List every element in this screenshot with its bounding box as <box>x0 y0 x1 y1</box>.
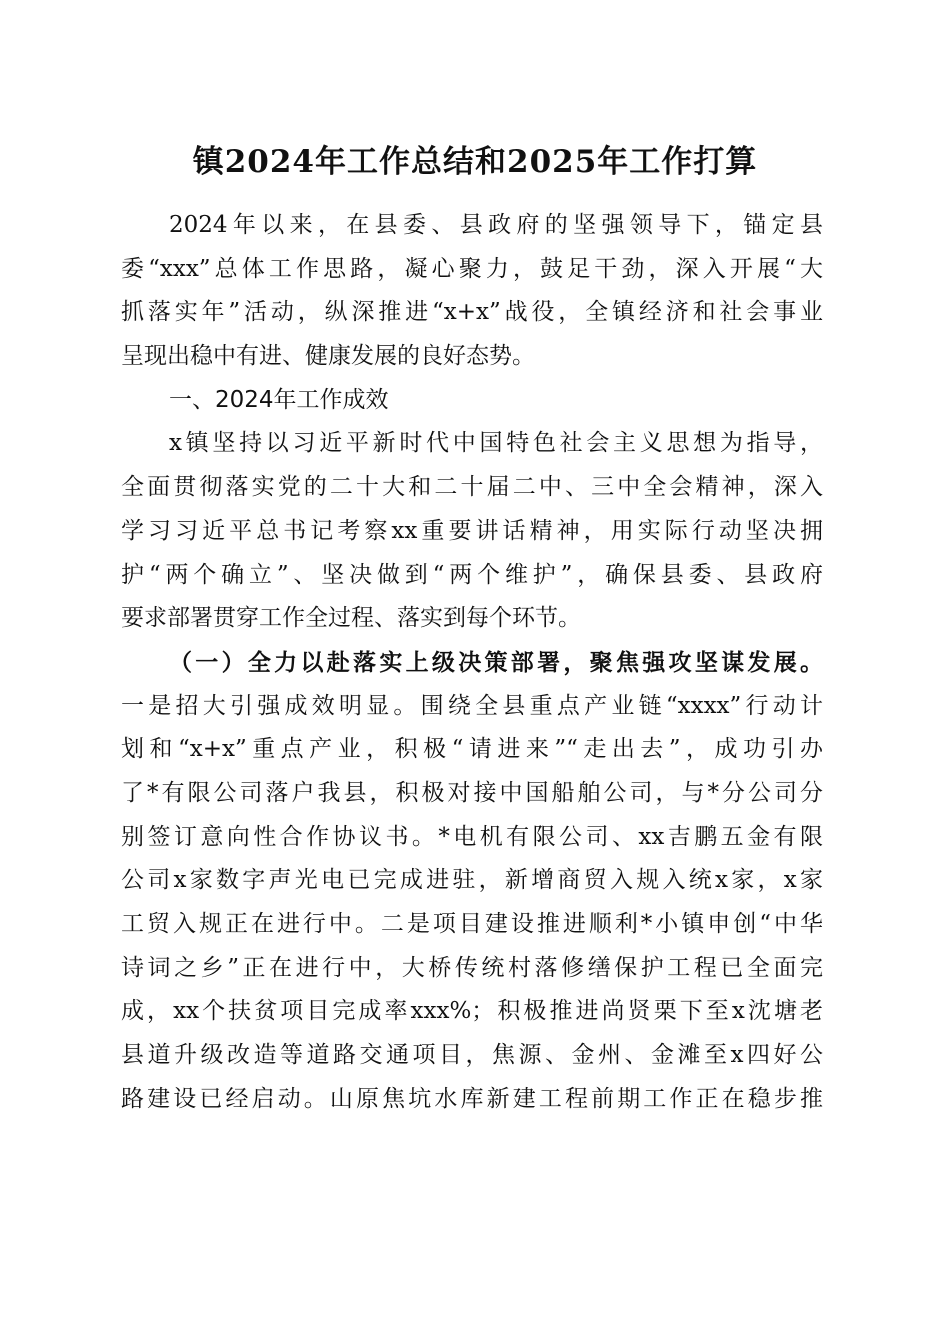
paragraph-line: 工贸入规正在进行中。二是项目建设推进顺利*小镇申创“中华 <box>121 911 823 937</box>
paragraph-line: 县道升级改造等道路交通项目，焦源、金州、金滩至x四好公 <box>121 1042 823 1069</box>
document-title: 镇2024年工作总结和2025年工作打算 <box>192 144 758 180</box>
paragraph-line: 公司x家数字声光电已完成进驻，新增商贸入规入统x家，x家 <box>121 867 823 894</box>
paragraph-line: 全面贯彻落实党的二十大和二十届二中、三中全会精神，深入 <box>121 474 823 501</box>
paragraph-line: x镇坚持以习近平新时代中国特色社会主义思想为指导， <box>169 430 823 457</box>
paragraph-line: 路建设已经启动。山原焦坑水库新建工程前期工作正在稳步推 <box>121 1085 823 1112</box>
paragraph-line: 了*有限公司落户我县，积极对接中国船舶公司，与*分公司分 <box>121 779 823 806</box>
section-heading: 一、2024年工作成效 <box>169 386 389 413</box>
intro-line: 抓落实年”活动，纵深推进“x+x”战役，全镇经济和社会事业 <box>121 299 823 326</box>
paragraph-line: 一是招大引强成效明显。围绕全县重点产业链“xxxx”行动计 <box>121 692 823 719</box>
intro-line: 委“xxx”总体工作思路，凝心聚力，鼓足干劲，深入开展“大 <box>121 255 823 282</box>
intro-line: 2024年以来，在县委、县政府的坚强领导下，锚定县 <box>169 212 823 238</box>
paragraph-line: 划和“x+x”重点产业，积极“请进来”“走出去”，成功引办 <box>121 736 823 763</box>
paragraph-line: 护“两个确立”、坚决做到“两个维护”，确保县委、县政府 <box>121 561 823 588</box>
paragraph-line: 学习习近平总书记考察xx重要讲话精神，用实际行动坚决拥 <box>121 517 823 544</box>
paragraph-line: 别签订意向性合作协议书。*电机有限公司、xx吉鹏五金有限 <box>121 823 823 850</box>
paragraph-line: 诗词之乡”正在进行中，大桥传统村落修缮保护工程已全面完 <box>121 954 823 981</box>
paragraph-line: 要求部署贯穿工作全过程、落实到每个环节。 <box>121 605 581 632</box>
intro-line: 呈现出稳中有进、健康发展的良好态势。 <box>121 343 535 370</box>
paragraph-line: 成，xx个扶贫项目完成率xxx%；积极推进尚贤栗下至x沈塘老 <box>121 998 823 1025</box>
subsection-heading: （一）全力以赴落实上级决策部署，聚焦强攻坚谋发展。 <box>169 648 823 676</box>
document-body <box>121 204 823 1121</box>
